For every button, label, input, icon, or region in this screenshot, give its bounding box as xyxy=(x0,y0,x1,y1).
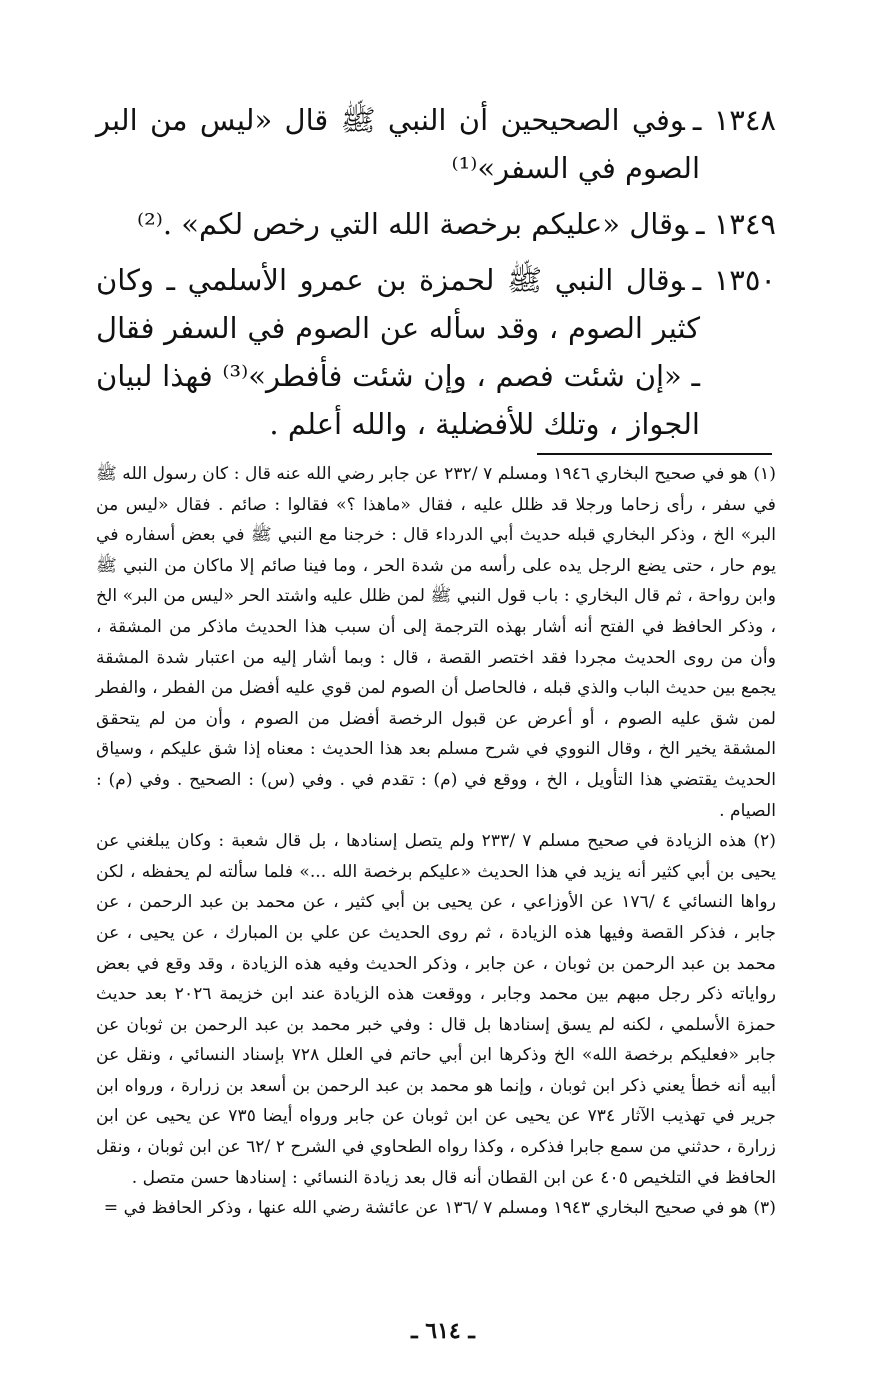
entry-number: ١٣٥٠ ـ xyxy=(692,263,776,297)
footnote-3: (٣) هو في صحيح البخاري ١٩٤٣ ومسلم ٧ /١٣٦ عن عائشة رضي الله عنها ، وذكر الحافظ في = xyxy=(103,1198,776,1219)
entry-1350 xyxy=(96,256,776,448)
entry-number: ١٣٤٨ ـ xyxy=(692,103,776,137)
footnote-2: (٢) هذه الزيادة في صحيح مسلم ٧ /٢٣٣ ولم يتصل إسنادها ، بل قال شعبة : وكان يبلغني عن يحيى بن أبي كثير أنه يزيد في هذا الحديث «عليكم برخصة الله ...» فلما سألته لم يحفظه ، لكن رواها النسائي ٤ /١٧٦ عن الأوزاعي ، عن يحيى بن أبي كثير ، عن محمد بن عبد الرحمن ، عن جابر ، فذكر القصة وفيها هذه الزيادة ، ثم روى الحديث عن علي بن المبارك ، عن يحيى ، عن محمد بن عبد الرحمن بن ثوبان ، عن جابر ، وذكر الحديث وفيه هذه الزيادة ، وقد وقع في بعض رواياته ذكر رجل مبهم بين محمد وجابر ، ووقعت هذه الزيادة عند ابن خزيمة ٢٠٢٦ بعد حديث حمزة الأسلمي ، لكنه لم يسق إسنادها بل قال : وفي خبر محمد بن عبد الرحمن بن ثوبان عن جابر «فعليكم برخصة الله» الخ وذكرها ابن أبي حاتم في العلل ٧٢٨ بإسناد النسائي ، ونقل عن أبيه أنه خطأ يعني ذكر ابن ثوبان ، وإنما هو محمد بن عبد الرحمن بن أسعد بن زرارة ، ورواه ابن جرير في تهذيب الآثار ٧٣٤ عن يحيى عن ابن ثوبان عن جابر ورواه أيضا ٧٣٥ عن يحيى عن ابن زرارة ، حدثني من سمع جابرا فذكره ، وكذا رواه الطحاوي في الشرح ٢ /٦٢ عن ابن ثوبان ، ونقل الحافظ في التلخيص ٤٠٥ عن ابن القطان أنه قال بعد زيادة النسائي : إسنادها حسن متصل . xyxy=(96,831,776,1188)
footnotes xyxy=(96,459,776,1224)
entry-1349 xyxy=(96,200,776,248)
entry-text: وفي الصحيحين أن النبي ﷺ قال «ليس من البر الصوم في السفر»⁽¹⁾ xyxy=(96,103,700,185)
entry-text: وقال النبي ﷺ لحمزة بن عمرو الأسلمي ـ وكان كثير الصوم ، وقد سأله عن الصوم في السفر فقال ـ «إن شئت فصم ، وإن شئت فأفطر»⁽³⁾ فهذا لبيان الجواز ، وتلك للأفضلية ، والله أعلم . xyxy=(96,263,700,441)
entry-number: ١٣٤٩ ـ xyxy=(695,207,776,241)
footnote-1: (١) هو في صحيح البخاري ١٩٤٦ ومسلم ٧ /٢٣٢ عن جابر رضي الله عنه قال : كان رسول الله ﷺ في سفر ، رأى زحاما ورجلا قد ظلل عليه ، فقال «ماهذا ؟» فقالوا : صائم . فقال «ليس من البر» الخ ، وذكر البخاري قبله حديث أبي الدرداء قال : خرجنا مع النبي ﷺ في بعض أسفاره في يوم حار ، حتى يضع الرجل يده على رأسه من شدة الحر ، وما فينا صائم إلا ماكان من النبي ﷺ وابن رواحة ، ثم قال البخاري : باب قول النبي ﷺ لمن ظلل عليه واشتد الحر «ليس من البر» الخ ، وذكر الحافظ في الفتح أنه أشار بهذه الترجمة إلى أن سبب هذا الحديث ماذكر من المشقة ، وأن من روى الحديث مجردا فقد اختصر القصة ، قال : وبما أشار إليه من اعتبار شدة المشقة يجمع بين حديث الباب والذي قبله ، فالحاصل أن الصوم لمن قوي عليه أفضل من الفطر ، والفطر لمن شق عليه الصوم ، أو أعرض عن قبول الرخصة أفضل من الصوم ، وأن من لم يتحقق المشقة يخير الخ ، وقال النووي في شرح مسلم بعد هذا الحديث : معناه إذا شق عليكم ، وسياق الحديث يقتضي هذا التأويل ، الخ ، ووقع في (م) : تقدم في . وفي (س) : الصحيح . وفي (م) : الصيام . xyxy=(96,464,776,821)
footnote-divider xyxy=(537,453,772,455)
main-text xyxy=(96,96,776,456)
entry-1348 xyxy=(96,96,776,192)
entry-text: وقال «عليكم برخصة الله التي رخص لكم» .⁽²⁾ xyxy=(136,207,688,241)
page-number xyxy=(0,1318,886,1344)
page-number-text: ـ ٦١٤ ـ xyxy=(411,1318,475,1344)
